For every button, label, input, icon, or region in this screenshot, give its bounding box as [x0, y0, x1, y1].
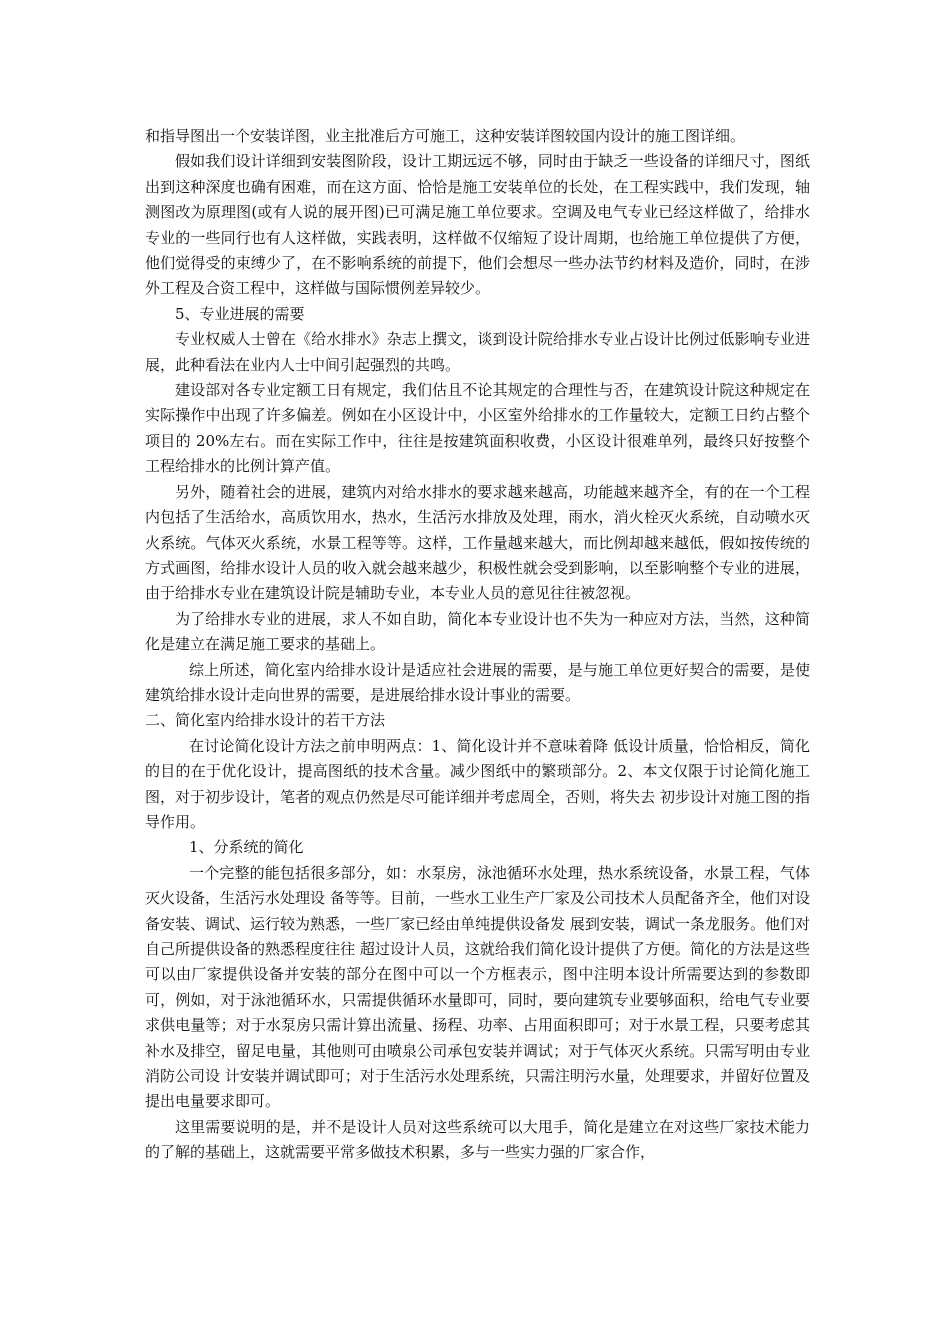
paragraph-expert-opinion: 专业权威人士曾在《给水排水》杂志上撰文，谈到设计院给排水专业占设计比例过低影响专业进展，此种看法在业内人士中间引起强烈的共鸣。 [145, 330, 810, 374]
paragraph-design-depth: 假如我们设计详细到安装图阶段，设计工期远远不够，同时由于缺乏一些设备的详细尺寸，图纸出到这种深度也确有困难，而在这方面、恰恰是施工安装单位的长处，在工程实践中，我们发现，轴测图改为原理图(或有人说的展开图)已可满足施工单位要求。空调及电气专业已经这样做了，给排水专业的一些同行也有人这样做，实践表明，这样做不仅缩短了设计周期，也给施工单位提供了方便，他们觉得受的束缚少了，在不影响系统的前提下，他们会想尽一些办法节约材料及造价，同时，在涉外工程及合资工程中，这样做与国际惯例差异较少。 [145, 152, 810, 298]
subsection-heading-1: 1、分系统的简化 [189, 838, 304, 857]
paragraph-summary: 综上所述，简化室内给排水设计是适应社会进展的需要，是与施工单位更好契合的需要，是使建筑给排水设计走向世界的需要，是进展给排水设计事业的需要。 [145, 660, 810, 704]
paragraph-self-help: 为了给排水专业的进展，求人不如自助，简化本专业设计也不失为一种应对方法，当然，这种简化是建立在满足施工要求的基础上。 [145, 609, 810, 654]
paragraph-quota-workdays: 建设部对各专业定额工日有规定，我们估且不论其规定的合理性与否，在建筑设计院这种规定在实际操作中出现了许多偏差。例如在小区设计中，小区室外给排水的工作量较大，定额工日约占整个项目的 20%左右。而在实际工作中，往往是按建筑面积收费，小区设计很难单列，最终只好按整个工程给排水的比例计算产值。 [145, 381, 810, 476]
paragraph-social-progress: 另外，随着社会的进展，建筑内对给水排水的要求越来越高，功能越来越齐全，有的在一个工程内包括了生活给水，高质饮用水，热水，生活污水排放及处理，雨水，消火栓灭火系统，自动喷水灭火系统。气体灭火系统，水景工程等等。这样，工作量越来越大，而比例却越来越低，假如按传统的方式画图，给排水设计人员的收入就会越来越少，积极性就会受到影响，以至影响整个专业的进展，由于给排水专业在建筑设计院是辅助专业，本专业人员的意见往往被忽视。 [145, 482, 810, 603]
paragraph-note: 这里需要说明的是，并不是设计人员对这些系统可以大甩手，简化是建立在对这些厂家技术能力的了解的基础上，这就需要平常多做技术积累，多与一些实力强的厂家合作， [145, 1117, 810, 1162]
paragraph-two-points: 在讨论简化设计方法之前申明两点：1、简化设计并不意味着降 低设计质量，恰恰相反，简化的目的在于优化设计，提高图纸的技术含量。减少图纸中的繁琐部分。2、本文仅限于讨论简化施工图，对于初步设计，笔者的观点仍然是尽可能详细并考虑周全，否则，将失去 初步设计对施工图的指导作用。 [145, 736, 810, 831]
paragraph-install-detail: 和指导图出一个安装详图，业主批准后方可施工，这种安装详图较国内设计的施工图详细。 [145, 127, 746, 145]
section-heading-5: 5、专业进展的需要 [175, 304, 305, 323]
document-page [145, 124, 810, 1166]
paragraph-subsystem-simplification: 一个完整的能包括很多部分，如：水泵房，泳池循环水处理，热水系统设备，水景工程，气体灭火设备，生活污水处理设 备等等。目前，一些水工业生产厂家及公司技术人员配备齐全，他们对设备安装、调试、运行较为熟悉，一些厂家已经由单纯提供设备发 展到安装，调试一条龙服务。他们对自己所提供设备的熟悉程度往往 超过设计人员，这就给我们简化设计提供了方便。简化的方法是这些可以由厂家提供设备并安装的部分在图中可以一个方框表示，图中注明本设计所需要达到的参数即可，例如，对于泳池循环水，只需提供循环水量即可，同时，要向建筑专业要够面积，给电气专业要求供电量等；对于水泵房只需计算出流量、扬程、功率、占用面积即可；对于水景工程，只要考虑其补水及排空，留足电量，其他则可由喷泉公司承包安装并调试；对于气体灭火系统。只需写明由专业消防公司设 计安装并调试即可；对于生活污水处理系统，只需注明污水量，处理要求，并留好位置及提出电量要求即可。 [145, 863, 810, 1111]
section-heading-2: 二、简化室内给排水设计的若干方法 [145, 711, 386, 730]
